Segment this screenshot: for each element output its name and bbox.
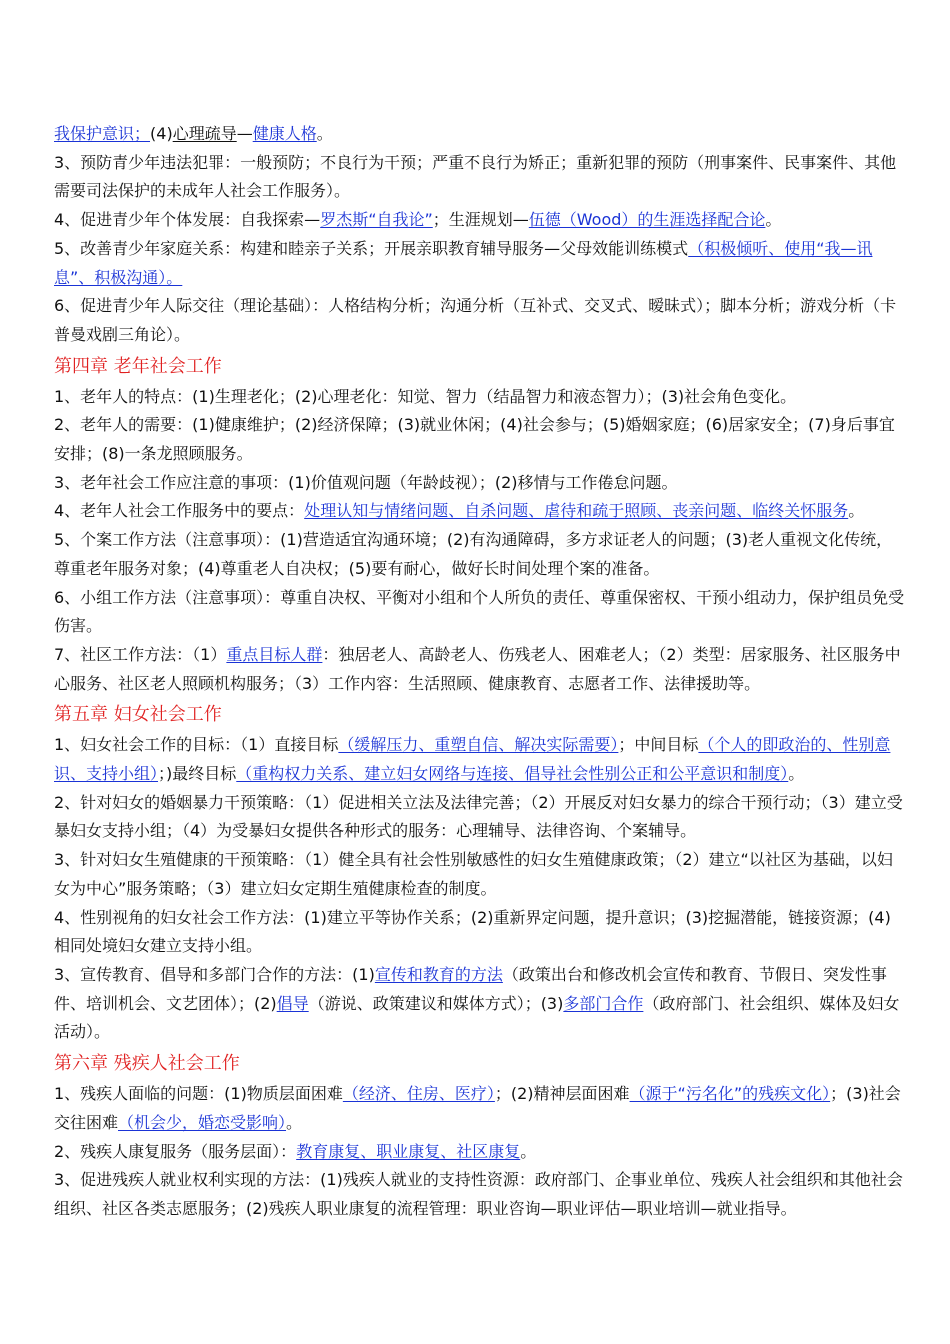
text-run: 4、老年人社会工作服务中的要点： [54, 501, 305, 521]
text-run: 5、改善青少年家庭关系：构建和睦亲子关系；开展亲职教育辅导服务—父母效能训练模式 [54, 238, 689, 258]
text-run: 。 [316, 124, 333, 143]
underlined-text: 心理疏导 [172, 124, 237, 143]
text-run: 6、小组工作方法（注意事项）：尊重自决权、平衡对小组和个人所负的责任、尊重保密权、干预小组动力，保护组员免受伤害。 [54, 587, 905, 636]
text-run: (4) [150, 124, 173, 143]
highlighted-link-text[interactable]: （源于“污名化”的残疾文化） [629, 1084, 831, 1104]
text-run: ；中间目标 [618, 735, 699, 755]
paragraph [54, 584, 906, 641]
text-run: 3、促进残疾人就业权利实现的方法：(1)残疾人就业的支持性资源：政府部门、企事业单位、残疾人社会组织和其他社会组织、社区各类志愿服务；(2)残疾人职业康复的流程管理：职业咨询—职业评估—职业培训—就业指导。 [54, 1170, 903, 1218]
highlighted-link-text[interactable]: （个人的即政治的、性别意识、支持小组） [54, 735, 891, 784]
text-run: （政府部门、社会组织、媒体及妇女活动）。 [54, 993, 900, 1042]
text-run: 4、促进青少年个体发展：自我探索— [54, 210, 321, 230]
paragraph [54, 411, 906, 468]
highlighted-link-text[interactable]: 教育康复、职业康复、社区康复 [296, 1141, 521, 1161]
text-run: 。 [765, 210, 782, 230]
text-run: 。 [788, 764, 805, 784]
text-run: 。 [520, 1141, 537, 1161]
highlighted-link-text[interactable]: 健康人格 [252, 124, 317, 143]
paragraph [54, 904, 906, 961]
highlighted-link-text[interactable]: （机会少，婚恋受影响） [118, 1112, 287, 1132]
paragraph [54, 526, 906, 583]
paragraph [54, 846, 906, 903]
text-run: 4、性别视角的妇女社会工作方法：(1)建立平等协作关系；(2)重新界定问题，提升意识；(3)挖掘潜能，链接资源；(4)相同处境妇女建立支持小组。 [54, 907, 891, 956]
highlighted-link-text[interactable]: （经济、住房、医疗） [342, 1084, 495, 1104]
text-run: 3、老年社会工作应注意的事项：(1)价值观问题（年龄歧视）；(2)移情与工作倦怠问题。 [54, 472, 678, 492]
text-run: 2、针对妇女的婚姻暴力干预策略：（1）促进相关立法及法律完善；（2）开展反对妇女暴力的综合干预行动；（3）建立受暴妇女支持小组；（4）为受暴妇女提供各种形式的服务：心理辅导、法律咨询、个案辅导。 [54, 792, 903, 841]
highlighted-link-text[interactable]: 罗杰斯“自我论” [320, 210, 433, 230]
text-run: 1、残疾人面临的问题：(1)物质层面困难 [54, 1084, 343, 1104]
text-run: 。 [848, 501, 865, 521]
text-run: 3、预防青少年违法犯罪：一般预防；不良行为干预；严重不良行为矫正；重新犯罪的预防（刑事案件、民事案件、其他需要司法保护的未成年人社会工作服务）。 [54, 152, 897, 201]
text-run: 2、老年人的需要：(1)健康维护；(2)经济保障；(3)就业休闲；(4)社会参与；(5)婚姻家庭；(6)居家安全；(7)身后事宜安排；(8)一条龙照顾服务。 [54, 415, 895, 464]
text-run: ；生涯规划— [432, 210, 529, 230]
highlighted-link-text[interactable]: （积极倾听、使用“我—讯息”、积极沟通）。 [54, 238, 873, 287]
paragraph [54, 641, 906, 698]
highlighted-link-text[interactable]: 我保护意识； [54, 124, 151, 143]
paragraph [54, 235, 906, 292]
text-run: — [236, 124, 253, 143]
text-run: 5、个案工作方法（注意事项）：(1)营造适宜沟通环境；(2)有沟通障碍，多方求证老人的问题；(3)老人重视文化传统，尊重老年服务对象；(4)尊重老人自决权；(5)要有耐心，做好长时间处理个案的准备。 [54, 530, 893, 578]
text-run: 1、老年人的特点：(1)生理老化；(2)心理老化：知觉、智力（结晶智力和液态智力）；(3)社会角色变化。 [54, 386, 797, 406]
paragraph [54, 149, 906, 206]
paragraph [54, 1166, 906, 1223]
paragraph [54, 292, 906, 349]
text-run: （游说、政策建议和媒体方式）；(3) [308, 993, 564, 1013]
text-run: 1、妇女社会工作的目标：（1）直接目标 [54, 735, 339, 755]
text-run: 2、残疾人康复服务（服务层面）： [54, 1141, 297, 1161]
chapter-heading: 第五章 妇女社会工作 [54, 704, 222, 726]
highlighted-link-text[interactable]: 处理认知与情绪问题、自杀问题、虐待和疏于照顾、丧亲问题、临终关怀服务 [304, 501, 849, 521]
paragraph [54, 731, 906, 788]
text-run: 3、针对妇女生殖健康的干预策略：（1）健全具有社会性别敏感性的妇女生殖健康政策；（2）建立“以社区为基础，以妇女为中心”服务策略；（3）建立妇女定期生殖健康检查的制度。 [54, 850, 893, 898]
highlighted-link-text[interactable]: 重点目标人群 [226, 644, 323, 664]
paragraph [54, 789, 906, 846]
text-run: 3、宣传教育、倡导和多部门合作的方法：(1) [54, 964, 375, 984]
text-run: ：独居老人、高龄老人、伤残老人、困难老人；（2）类型：居家服务、社区服务中心服务、社区老人照顾机构服务；（3）工作内容：生活照顾、健康教育、志愿者工作、法律援助等。 [54, 644, 901, 693]
document-body [54, 120, 906, 1224]
paragraph [54, 120, 906, 149]
highlighted-link-text[interactable]: （重构权力关系、建立妇女网络与连接、倡导社会性别公正和公平意识和制度） [236, 764, 789, 784]
paragraph [54, 961, 906, 1047]
paragraph [54, 497, 906, 526]
text-run: 6、促进青少年人际交往（理论基础）：人格结构分析；沟通分析（互补式、交叉式、暧昧式）；脚本分析；游戏分析（卡普曼戏剧三角论）。 [54, 296, 897, 344]
chapter-heading: 第四章 老年社会工作 [54, 355, 222, 377]
highlighted-link-text[interactable]: （缓解压力、重塑自信、解决实际需要） [338, 735, 619, 755]
highlighted-link-text[interactable]: 多部门合作 [563, 993, 644, 1013]
text-run: 7、社区工作方法：（1） [54, 644, 227, 664]
paragraph [54, 1080, 906, 1137]
paragraph [54, 206, 906, 235]
paragraph [54, 469, 906, 498]
highlighted-link-text[interactable]: 伍德（Wood）的生涯选择配合论 [528, 210, 766, 230]
highlighted-link-text[interactable]: 倡导 [276, 993, 309, 1013]
text-run: （政策出台和修改机会宣传和教育、节假日、突发性事件、培训机会、文艺团体）；(2) [54, 964, 887, 1013]
text-run: ；(3)社会交往困难 [54, 1084, 901, 1132]
highlighted-link-text[interactable]: 宣传和教育的方法 [374, 964, 503, 984]
text-run: 。 [286, 1112, 303, 1132]
paragraph [54, 383, 906, 412]
text-run: ；)最终目标 [158, 764, 237, 784]
chapter-heading: 第六章 残疾人社会工作 [54, 1053, 240, 1075]
paragraph [54, 1138, 906, 1167]
text-run: ；(2)精神层面困难 [494, 1084, 630, 1104]
